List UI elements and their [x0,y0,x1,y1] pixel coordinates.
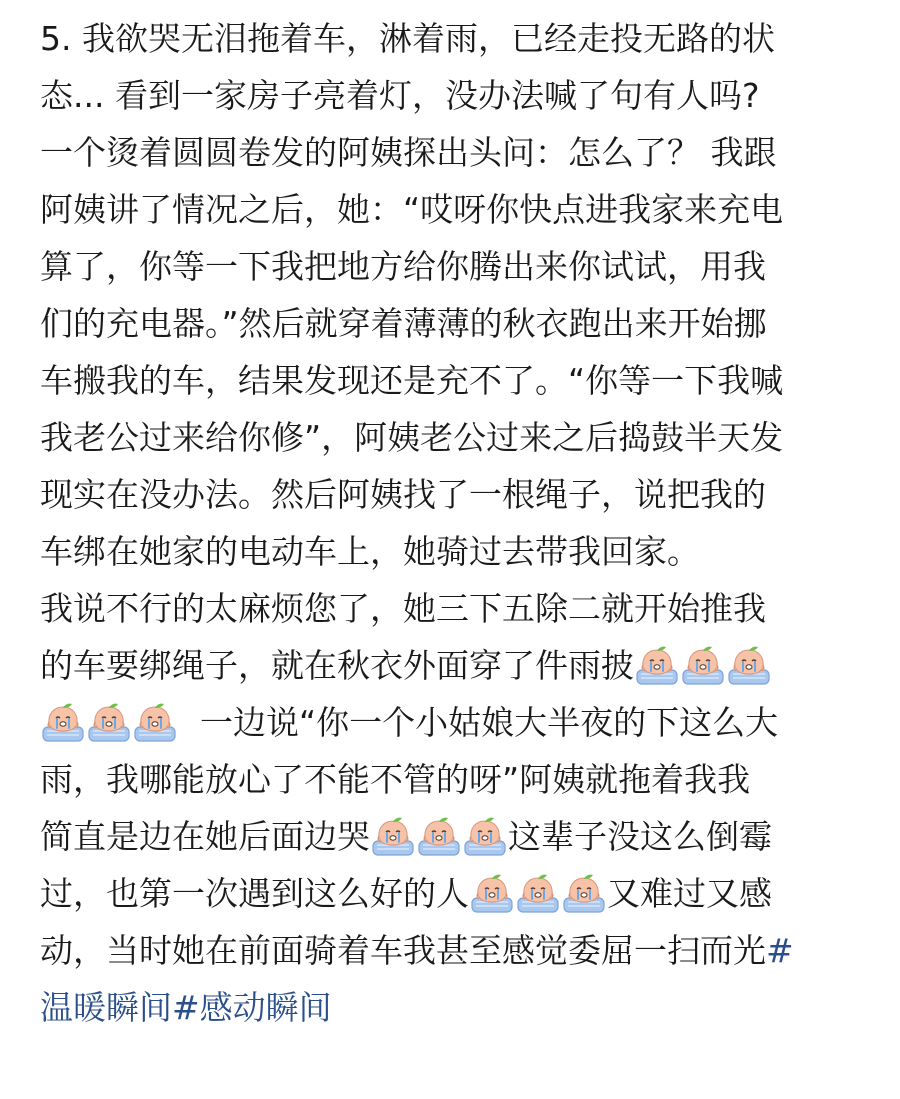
post-line: 简直是边在她后面边哭 这辈子没这么倒霉 [40,808,870,865]
post-line: 5. 我欲哭无泪拖着车，淋着雨，已经走投无路的状 [40,19,775,58]
crying-peach-icon [562,871,606,915]
post-line: 雨，我哪能放心了不能不管的呀”阿姨就拖着我我 [40,760,751,799]
post-line: 一个烫着圆圆卷发的阿姨探出头问：怎么了？ 我跟 [40,133,777,172]
hashtag-link-start[interactable]: # [766,931,794,970]
crying-peach-icon [133,700,177,744]
crying-peach-icon [463,814,507,858]
post-line: 的车要绑绳子，就在秋衣外面穿了件雨披 [40,637,870,694]
post-line: 现实在没办法。然后阿姨找了一根绳子，说把我的 [40,475,766,514]
post-line: 一边说“你一个小姑娘大半夜的下这么大 [40,694,870,751]
crying-peach-icon [41,700,85,744]
post-body [40,10,870,1036]
post-line: 我说不行的太麻烦您了，她三下五除二就开始推我 [40,589,766,628]
crying-peach-icon [681,643,725,687]
post-line: 车绑在她家的电动车上，她骑过去带我回家。 [40,532,700,571]
crying-peach-icon [516,871,560,915]
crying-peach-icon [727,643,771,687]
crying-peach-icon [371,814,415,858]
post-line: 态... 看到一家房子亮着灯，没办法喊了句有人吗? [40,76,760,115]
post-line: 算了，你等一下我把地方给你腾出来你试试，用我 [40,247,766,286]
hashtag-link-warm-moment[interactable]: 温暖瞬间 [40,988,172,1027]
post-line: 们的充电器。”然后就穿着薄薄的秋衣跑出来开始挪 [40,304,767,343]
post-line: 阿姨讲了情况之后，她：“哎呀你快点进我家来充电 [40,190,784,229]
crying-peach-icon [417,814,461,858]
post-line [40,979,870,1036]
post-line: 我老公过来给你修”，阿姨老公过来之后捣鼓半天发 [40,418,784,457]
post-line: 动，当时她在前面骑着车我甚至感觉委屈一扫而光# [40,931,794,970]
post-line: 车搬我的车，结果发现还是充不了。“你等一下我喊 [40,361,784,400]
post-line: 过，也第一次遇到这么好的人 又难过又感 [40,865,870,922]
crying-peach-icon [470,871,514,915]
crying-peach-icon [87,700,131,744]
hashtag-link-touching-moment[interactable]: #感动瞬间 [172,988,332,1027]
crying-peach-icon [635,643,679,687]
